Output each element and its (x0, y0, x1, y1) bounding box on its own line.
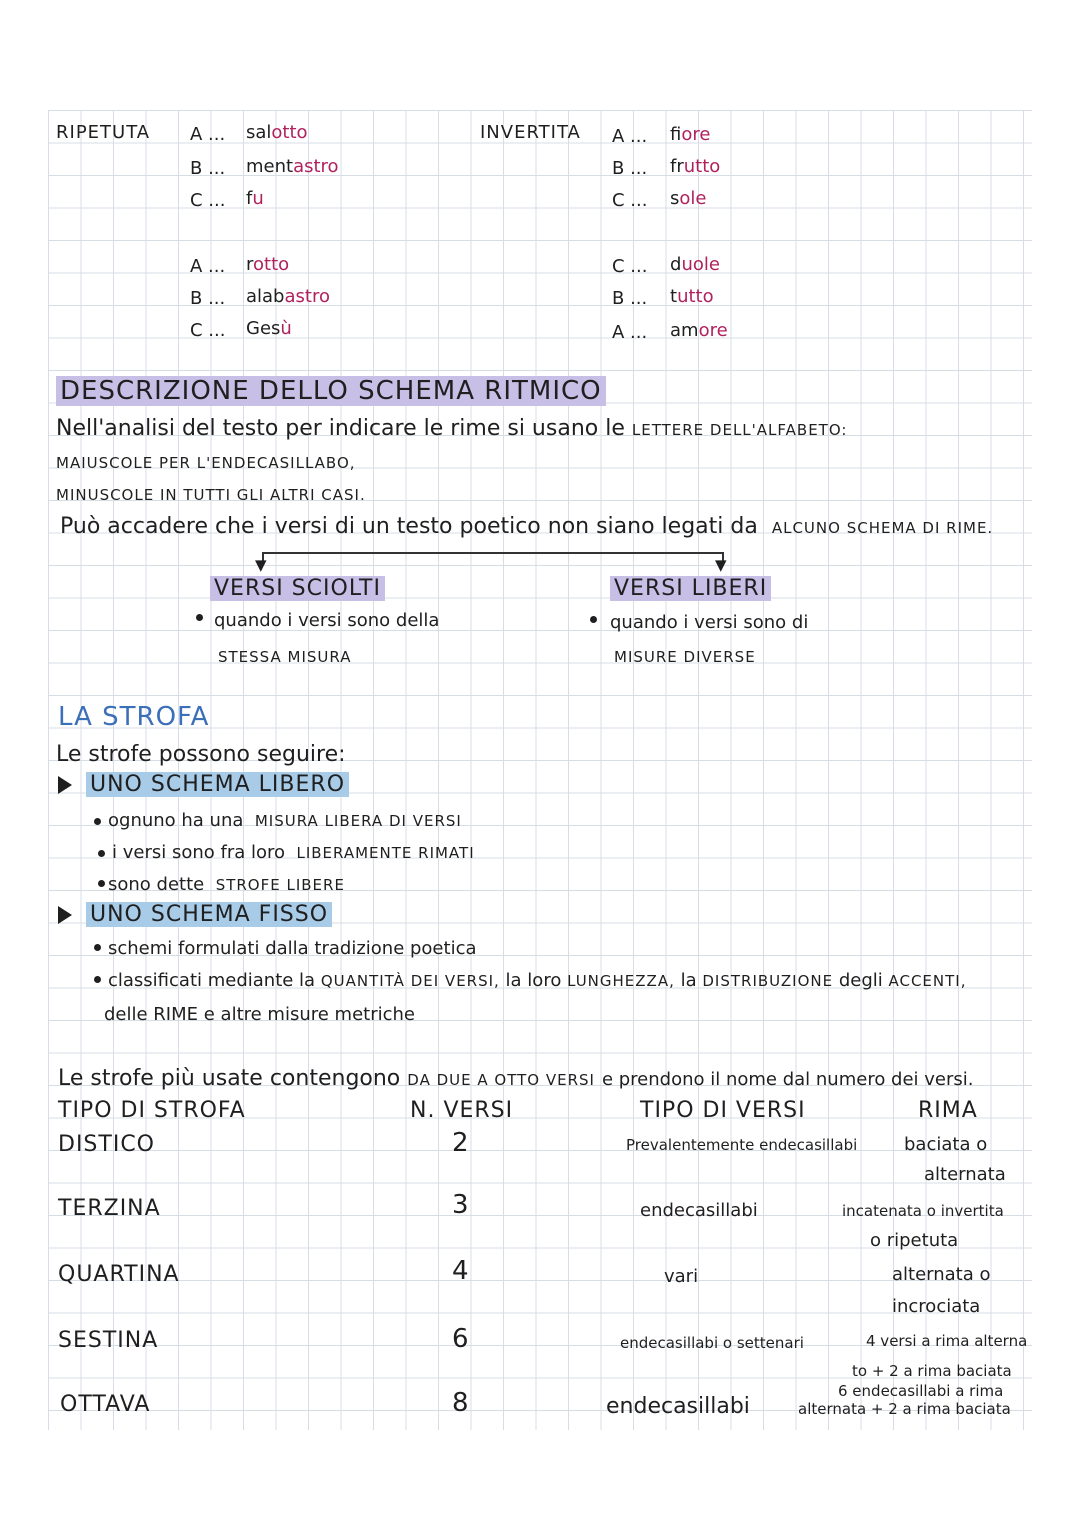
versi-sciolti-desc: quando i versi sono della (214, 610, 440, 631)
arrow-down-icon: ▼ (715, 556, 727, 574)
verse-letter: A ... (612, 126, 648, 147)
row-rima-line2: alternata + 2 a rima baciata (798, 1400, 1011, 1418)
verse-word: Gesù (246, 318, 292, 339)
bullet-icon (94, 944, 101, 951)
ripetuta-label: RIPETUTA (56, 122, 151, 143)
invertita-label: INVERTITA (480, 122, 581, 143)
branch-line (262, 552, 724, 554)
row-n-versi: 8 (452, 1388, 469, 1418)
bullet-icon (590, 616, 597, 623)
verse-word: salotto (246, 122, 308, 143)
versi-liberi-title: VERSI LIBERI (610, 578, 771, 600)
bullet-icon (98, 850, 105, 857)
descrizione-line4: Può accadere che i versi di un testo poetico non siano legati da ALCUNO SCHEMA DI RIME. (60, 514, 994, 539)
schema-libero-title: UNO SCHEMA LIBERO (86, 774, 349, 796)
verse-letter: A ... (190, 124, 226, 145)
row-tipo-versi: Prevalentemente endecasillabi (626, 1136, 858, 1154)
verse-letter: B ... (190, 158, 226, 179)
row-tipo-versi: endecasillabi (640, 1200, 758, 1221)
schema-libero-item: i versi sono fra loro LIBERAMENTE RIMATI (112, 842, 475, 863)
verse-letter: B ... (190, 288, 226, 309)
page-margin-left (0, 0, 48, 1527)
row-n-versi: 3 (452, 1190, 469, 1220)
row-rima-line1: incatenata o invertita (842, 1202, 1004, 1220)
verse-word: sole (670, 188, 707, 209)
table-header-tipo-versi: TIPO DI VERSI (640, 1098, 806, 1123)
verse-letter: B ... (612, 158, 648, 179)
bullet-icon (98, 880, 105, 887)
row-tipo: QUARTINA (58, 1262, 180, 1287)
row-rima-line1: baciata o (904, 1134, 988, 1155)
versi-liberi-desc: quando i versi sono di (610, 612, 809, 633)
row-rima-line2: alternata (924, 1164, 1006, 1185)
bullet-icon (94, 976, 101, 983)
table-intro: Le strofe più usate contengono DA DUE A OTTO VERSI e prendono il nome dal numero dei versi. (58, 1066, 974, 1091)
row-tipo: DISTICO (58, 1132, 155, 1157)
verse-word: duole (670, 254, 720, 275)
verse-letter: C ... (612, 256, 648, 277)
table-header-rima: RIMA (918, 1098, 978, 1123)
verse-letter: A ... (612, 322, 648, 343)
versi-sciolti-measure: STESSA MISURA (218, 648, 352, 666)
verse-word: alabastro (246, 286, 330, 307)
page-margin-right (1032, 0, 1080, 1527)
page-margin-top (0, 0, 1080, 110)
row-tipo-versi: endecasillabi o settenari (620, 1334, 804, 1352)
row-tipo: SESTINA (58, 1328, 159, 1353)
row-rima-line1: 4 versi a rima alterna (866, 1332, 1028, 1350)
versi-liberi-measure: MISURE DIVERSE (614, 648, 756, 666)
descrizione-line1: Nell'analisi del testo per indicare le rime si usano le LETTERE DELL'ALFABETO: (56, 416, 848, 441)
row-tipo-versi: vari (664, 1266, 699, 1287)
verse-letter: A ... (190, 256, 226, 277)
schema-libero-item: sono dette STROFE LIBERE (108, 874, 345, 895)
table-header-n-versi: N. VERSI (410, 1098, 514, 1123)
arrow-down-icon: ▼ (255, 556, 267, 574)
verse-word: frutto (670, 156, 721, 177)
verse-letter: C ... (190, 320, 226, 341)
verse-word: tutto (670, 286, 714, 307)
verse-letter: B ... (612, 288, 648, 309)
page-margin-bottom (0, 1430, 1080, 1527)
row-tipo-versi: endecasillabi (606, 1394, 750, 1419)
row-rima-line2: incrociata (892, 1296, 981, 1317)
verse-letter: C ... (190, 190, 226, 211)
schema-libero-item: ognuno ha una MISURA LIBERA DI VERSI (108, 810, 462, 831)
row-n-versi: 2 (452, 1128, 469, 1158)
table-header-tipo-strofa: TIPO DI STROFA (58, 1098, 246, 1123)
descrizione-title: DESCRIZIONE DELLO SCHEMA RITMICO (56, 378, 606, 404)
triangle-right-icon (58, 906, 72, 924)
verse-word: mentastro (246, 156, 339, 177)
row-tipo: OTTAVA (60, 1392, 151, 1417)
verse-word: rotto (246, 254, 290, 275)
row-rima-line1: alternata o (892, 1264, 991, 1285)
strofa-title: LA STROFA (58, 702, 210, 732)
schema-fisso-title: UNO SCHEMA FISSO (86, 904, 332, 926)
versi-sciolti-title: VERSI SCIOLTI (210, 578, 385, 600)
verse-word: amore (670, 320, 728, 341)
verse-word: fiore (670, 124, 711, 145)
bullet-icon (94, 818, 101, 825)
row-n-versi: 6 (452, 1324, 469, 1354)
row-n-versi: 4 (452, 1256, 469, 1286)
descrizione-line3: MINUSCOLE IN TUTTI GLI ALTRI CASI. (56, 486, 366, 504)
row-rima-line1: 6 endecasillabi a rima (838, 1382, 1004, 1400)
row-tipo: TERZINA (58, 1196, 161, 1221)
verse-letter: C ... (612, 190, 648, 211)
triangle-right-icon (58, 776, 72, 794)
verse-word: fu (246, 188, 264, 209)
schema-fisso-item2-cont: delle RIME e altre misure metriche (104, 1004, 415, 1025)
row-rima-line2: o ripetuta (870, 1230, 959, 1251)
strofa-intro: Le strofe possono seguire: (56, 742, 346, 767)
bullet-icon (196, 614, 203, 621)
schema-fisso-item2: classificati mediante la QUANTITÀ DEI VERSI, la loro LUNGHEZZA, la DISTRIBUZIONE degli ACCENTI, (108, 970, 967, 991)
row-rima-line2: to + 2 a rima baciata (852, 1362, 1012, 1380)
descrizione-line2: MAIUSCOLE PER L'ENDECASILLABO, (56, 454, 356, 472)
schema-fisso-item1: schemi formulati dalla tradizione poetica (108, 938, 477, 959)
